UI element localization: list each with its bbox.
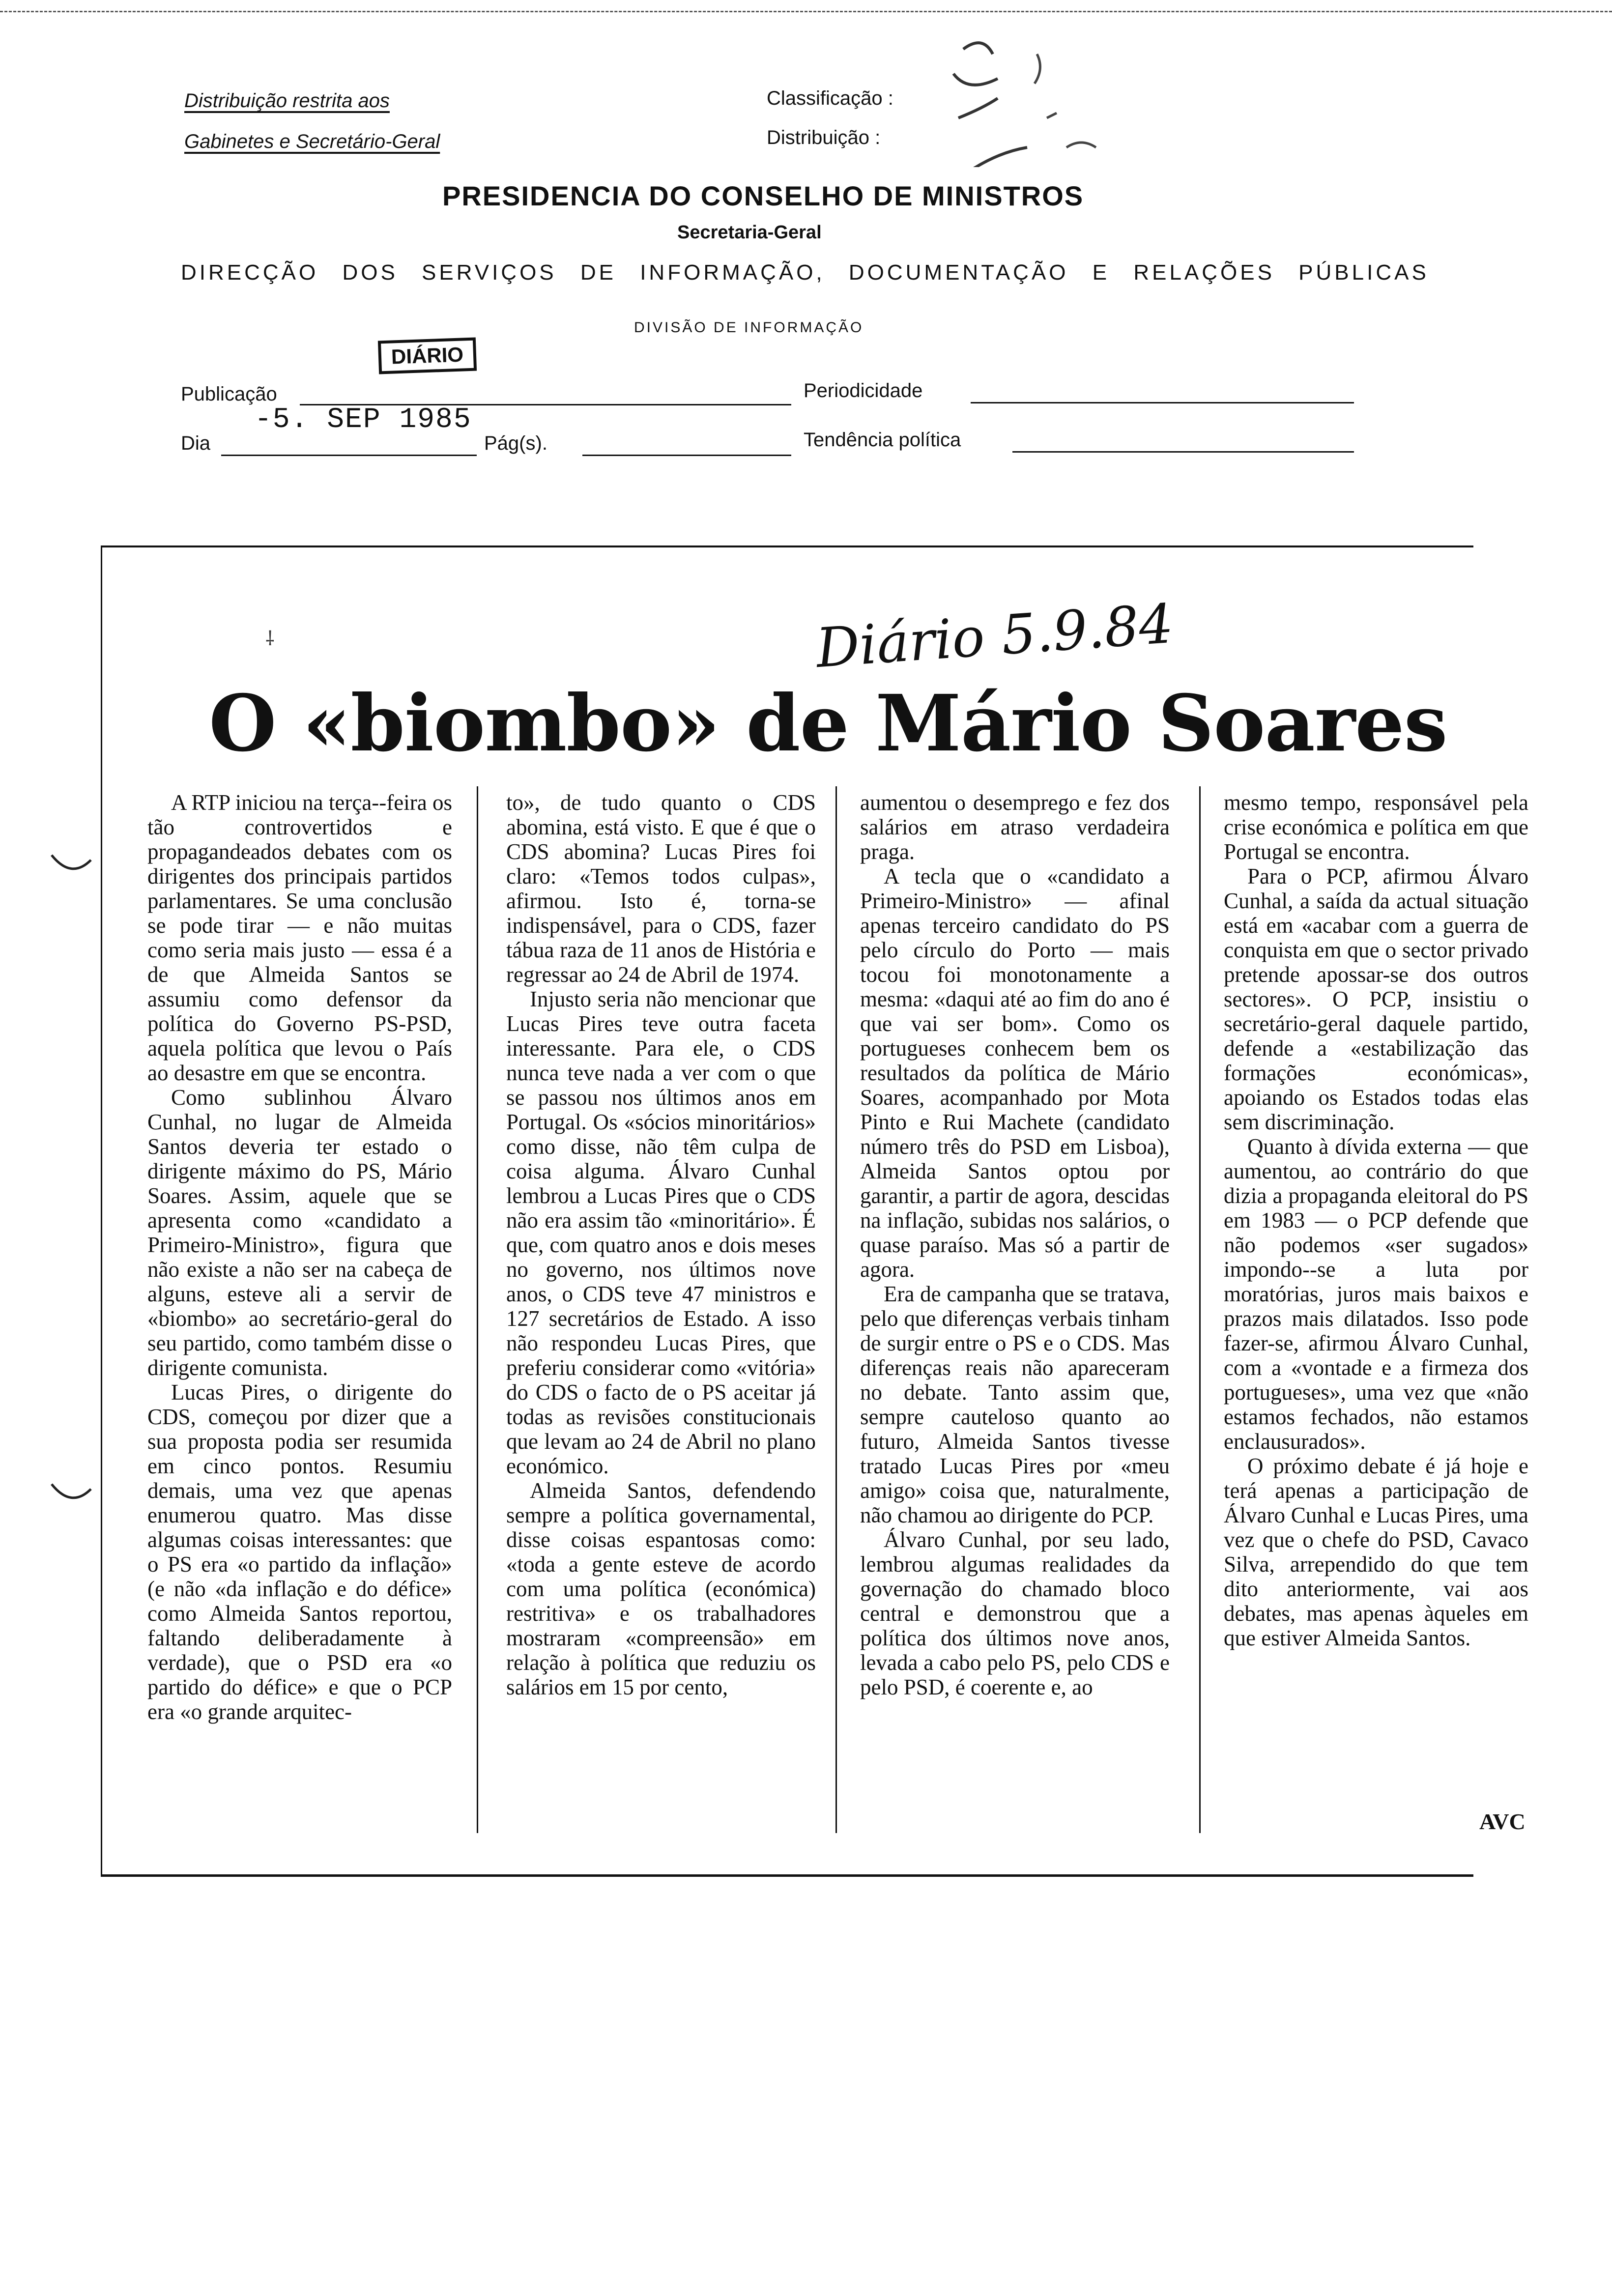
publication-stamp: DIÁRIO: [378, 338, 477, 374]
paragraph: A RTP iniciou na terça--feira os tão controvertidos e propagandeados debates com os dirigentes dos principais partidos parlamentares. Se uma conclusão se pode tirar — e não muitas como seria mais justo — essa é a de que Almeida Santos se assumiu como defensor da política do Governo PS-PSD, aquela política que levou o País ao desastre em que se encontra.: [147, 790, 452, 1085]
periodicidade-label: Periodicidade: [804, 380, 923, 402]
tendencia-line: [1012, 451, 1354, 453]
date-stamp: -5. SEP 1985: [255, 404, 472, 436]
dia-label: Dia: [181, 432, 211, 454]
article-headline: O «biombo» de Mário Soares: [209, 678, 1447, 769]
tendencia-label: Tendência política: [804, 429, 961, 451]
paragraph: Quanto à dívida externa — que aumentou, ao contrário do que dizia a propaganda eleitoral do PS em 1983 — o PCP defende que não podemos «ser sugados» impondo--se a luta por moratórias, juros mais baixos e prazos mais dilatados. Isso pode fazer-se, afirmou Álvaro Cunhal, com a «vontade e a firmeza dos portugueses», uma vez que «não estamos fechados, não estamos enclausurados».: [1224, 1134, 1528, 1454]
dia-line: [221, 455, 477, 456]
institution-title: PRESIDENCIA DO CONSELHO DE MINISTROS: [442, 180, 1084, 211]
paragraph: Injusto seria não mencionar que Lucas Pires teve outra faceta interessante. Para ele, o CDS nunca teve nada a ver com o que se passou nos últimos anos em Portugal. Os «sócios minoritários» como disse, não têm culpa de coisa alguma. Álvaro Cunhal lembrou a Lucas Pires que o CDS não era assim tão «minoritário». É que, com quatro anos e dois meses no governo, nos últimos nove anos, o CDS teve 47 ministros e 127 secretários de Estado. A isso não respondeu Lucas Pires, que preferiu considerar como «vitória» do CDS o facto de o PS aceitar já todas as revisões constitucionais que levam ao 24 de Abril no plano económico.: [506, 987, 816, 1478]
article-column-1: [147, 790, 452, 1724]
institution-subtitle: Secretaria-Geral: [677, 222, 822, 243]
classificacao-label: Classificação :: [767, 87, 893, 109]
pags-line: [582, 455, 791, 456]
paragraph: to», de tudo quanto o CDS abomina, está visto. E que é que o CDS abomina? Lucas Pires foi claro: «Temos todos culpas», afirmou. Isto é, torna-se indispensável, para o CDS, fazer tábua raza de 11 anos de História e regressar ao 24 de Abril de 1974.: [506, 790, 816, 987]
scan-top-edge: [0, 11, 1612, 12]
periodicidade-line: [971, 402, 1354, 403]
handwritten-scribble: [934, 20, 1140, 167]
margin-mark: ⸸: [265, 628, 275, 650]
paragraph: Álvaro Cunhal, por seu lado, lembrou algumas realidades da governação do chamado bloco central e demonstrou que a política dos últimos nove anos, levada a cabo pelo PS, pelo CDS e pelo PSD, é coerente e, ao: [860, 1527, 1170, 1699]
paragraph: O próximo debate é já hoje e terá apenas a participação de Álvaro Cunhal e Lucas Pires, uma vez que o chefe do PSD, Cavaco Silva, arrependido do que tem dito anteriormente, vai aos debates, mas apenas àqueles em que estiver Almeida Santos.: [1224, 1454, 1528, 1650]
paragraph: aumentou o desemprego e fez dos salários em atraso verdadeira praga.: [860, 790, 1170, 864]
paragraph: A tecla que o «candidato a Primeiro-Ministro» — afinal apenas terceiro candidato do PS pelo círculo do Porto — mais tocou foi monotonamente a mesma: «daqui até ao fim do ano é que vai ser bom». Como os portugueses conhecem bem os resultados da política de Mário Soares, acompanhado por Mota Pinto e Rui Machete (candidato número três do PSD em Lisboa), Almeida Santos optou por garantir, a partir de agora, descidas na inflação, subidas nos salários, o quase paraíso. Mas só a partir de agora.: [860, 864, 1170, 1282]
handwritten-date-note: Diário 5.9.84: [814, 592, 1176, 680]
paragraph: mesmo tempo, responsável pela crise económica e política em que Portugal se encontra.: [1224, 790, 1528, 864]
distribuicao-label: Distribuição :: [767, 127, 881, 148]
publicacao-label: Publicação: [181, 383, 277, 405]
division-line: DIVISÃO DE INFORMAÇÃO: [634, 319, 864, 336]
hole-punch-mark: [49, 850, 93, 880]
paragraph: Almeida Santos, defendendo sempre a política governamental, disse coisas espantosas como: «toda a gente esteve de acordo com uma política (económica) restritiva» e os trabalhadores mostraram «compreensão» em relação à política que reduziu os salários em 15 por cento,: [506, 1478, 816, 1699]
article-column-3: [860, 790, 1170, 1699]
column-rule: [835, 786, 837, 1833]
distribution-line-2: Gabinetes e Secretário-Geral: [184, 131, 440, 152]
column-rule: [477, 786, 478, 1833]
direction-line: DIRECÇÃO DOS SERVIÇOS DE INFORMAÇÃO, DOCUMENTAÇÃO E RELAÇÕES PÚBLICAS: [181, 260, 1429, 285]
article-column-2: [506, 790, 816, 1699]
author-signature: AVC: [1479, 1809, 1526, 1834]
hole-punch-mark: [49, 1479, 93, 1509]
column-rule: [1199, 786, 1201, 1833]
paragraph: Para o PCP, afirmou Álvaro Cunhal, a saída da actual situação está em «acabar com a guerra de conquista em que o sector privado pretende apossar-se dos outros sectores». O PCP, insistiu o secretário-geral daquele partido, defende a «estabilização das formações económicas», apoiando os Estados todas elas sem discriminação.: [1224, 864, 1528, 1134]
article-column-4: [1224, 790, 1528, 1650]
distribution-line-1: Distribuição restrita aos: [184, 90, 390, 112]
paragraph: Era de campanha que se tratava, pelo que diferenças verbais tinham de surgir entre o PS e o CDS. Mas diferenças reais não apareceram no debate. Tanto assim que, sempre cauteloso quanto ao futuro, Almeida Santos tivesse tratado Lucas Pires por «meu amigo» coisa que, naturalmente, não chamou ao dirigente do PCP.: [860, 1282, 1170, 1527]
pags-label: Pág(s).: [484, 432, 547, 454]
paragraph: Lucas Pires, o dirigente do CDS, começou por dizer que a sua proposta podia ser resumida em cinco pontos. Resumiu demais, uma vez que apenas enumerou quatro. Mas disse algumas coisas interessantes: que o PS era «o partido da inflação» (e não «da inflação e do défice» como Almeida Santos reportou, faltando deliberadamente à verdade), que o PSD era «o partido do défice» e que o PCP era «o grande arquitec-: [147, 1380, 452, 1724]
paragraph: Como sublinhou Álvaro Cunhal, no lugar de Almeida Santos deveria ter estado o dirigente máximo do PS, Mário Soares. Assim, aquele que se apresenta como «candidato a Primeiro-Ministro», figura que não existe a não ser na cabeça de alguns, esteve ali a servir de «biombo» ao secretário-geral do seu partido, como também disse o dirigente comunista.: [147, 1085, 452, 1380]
